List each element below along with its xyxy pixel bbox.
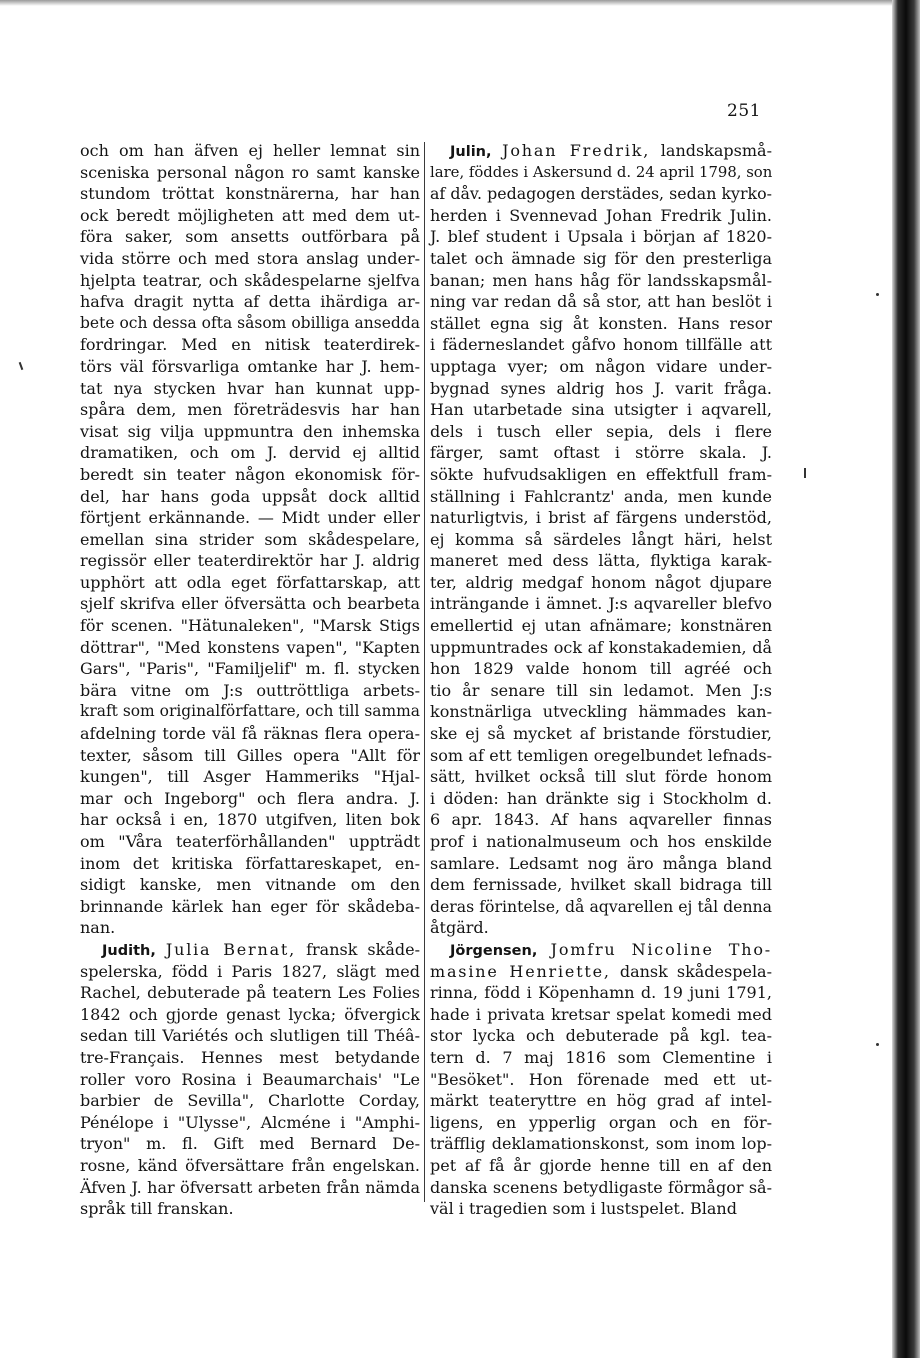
- text-line: barbier de Sevilla", Charlotte Corday,: [80, 1091, 420, 1111]
- text-line: sceniska personal någon ro samt kanske: [80, 162, 420, 182]
- entry-name-continued: masine Henriette,: [430, 961, 611, 981]
- text-line: ock beredt möjligheten att med dem ut-: [80, 205, 420, 225]
- text-line: upptaga vyer; om någon vidare under-: [430, 356, 772, 376]
- entry-julin: [430, 140, 772, 939]
- text-line: kungen", till Asger Hammeriks "Hjal-: [80, 767, 420, 787]
- text-line: roller voro Rosina i Beaumarchais' "Le: [80, 1069, 420, 1089]
- text-line: i fäderneslandet gåfvo honom tillfälle att: [430, 335, 772, 355]
- text-line: emellertid ej utan afnämare; konstnären: [430, 616, 772, 636]
- text-line: banan; men hans håg för landsskapsmål-: [430, 270, 772, 290]
- text-line: pet af få år gjorde henne till en af den: [430, 1155, 772, 1175]
- text-line: sökte hufvudsakligen en effektfull fram-: [430, 464, 772, 484]
- entry-first-line: [430, 140, 772, 162]
- text-line: Gars", "Paris", "Familjelif" m. fl. stycken: [80, 659, 420, 679]
- text-line: visat sig vilja uppmuntra den inhemska: [80, 421, 420, 441]
- text-line: ter, aldrig medgaf honom något djupare: [430, 572, 772, 592]
- text-line: och om han äfven ej heller lemnat sin: [80, 141, 420, 160]
- text-line: rosne, känd öfversättare från engelskan.: [80, 1155, 420, 1175]
- text-line: tre-Français. Hennes mest betydande: [80, 1047, 420, 1067]
- text-line: Pénélope i "Ulysse", Alcméne i "Amphi-: [80, 1112, 420, 1132]
- text-line: hafva dragit nytta af detta ihärdiga ar-: [80, 292, 420, 312]
- text-line: föra saker, som ansetts outförbara på: [80, 227, 420, 247]
- text-line: ställning i Fahlcrantz' anda, men kunde: [430, 486, 772, 506]
- text-line: emellan sina strider som skådespelare,: [80, 529, 420, 549]
- text-line: dem fernissade, hvilket skall bidraga till: [430, 875, 772, 895]
- text-line: ej komma så särdeles långt häri, helst: [430, 529, 772, 549]
- entry-jorgensen: [430, 939, 772, 1220]
- text-line: ske ej så mycket af bristande förstudier,: [430, 724, 772, 744]
- text-line: konstnärliga utveckling hämmades kan-: [430, 702, 772, 722]
- text-line: tat nya stycken hvar han kunnat upp-: [80, 378, 420, 398]
- entry-headword: Julin,: [450, 144, 492, 160]
- text-line: spelerska, född i Paris 1827, slägt med: [80, 961, 420, 981]
- text-line: ligens, en ypperlig organ och en för-: [430, 1112, 772, 1132]
- entry-body: [430, 162, 772, 939]
- left-column-continuation: [80, 140, 420, 939]
- entry-body: [430, 982, 772, 1220]
- text-line: träfflig deklamationskonst, som inom lop-: [430, 1134, 772, 1154]
- text-line: talet och ämnade sig för den presterliga: [430, 248, 772, 268]
- scan-binding-edge: [892, 0, 920, 1358]
- entry-judith: [80, 939, 420, 1220]
- text-line: brinnande kärlek han eger för skådeba-: [80, 896, 420, 916]
- text-line: språk till franskan.: [80, 1199, 234, 1219]
- text-line: sjelf skrifva eller öfversätta och bearbeta: [80, 594, 420, 614]
- text-line: bete och dessa ofta såsom obilliga ansedda: [80, 313, 420, 332]
- right-column: [430, 140, 772, 1220]
- text-line: döttrar", "Med konstens vapen", "Kapten: [80, 637, 420, 657]
- text-line: förtjent erkännande. — Midt under eller: [80, 508, 420, 528]
- text-line: naturligtvis, i brist af färgens understöd,: [430, 508, 772, 528]
- entry-first-line: [80, 939, 420, 961]
- text-line: maneret med dess lätta, flyktiga karak-: [430, 551, 772, 571]
- text-line: Han utarbetade sina utsigter i aqvarell,: [430, 400, 772, 420]
- text-line: Rachel, debuterade på teatern Les Folies: [80, 983, 420, 1003]
- text-line: inom det kritiska författareskapet, en-: [80, 853, 420, 873]
- text-line: J. blef student i Upsala i början af 1820-: [430, 227, 772, 247]
- text-line: sätt, hvilket också till slut förde honom: [430, 767, 772, 787]
- text-line: beredt sin teater någon ekonomisk för-: [80, 464, 420, 484]
- text-line: spåra dem, men företrädesvis har han: [80, 400, 420, 420]
- entry-headword: Judith,: [102, 942, 156, 959]
- text-line: samlare. Ledsamt nog äro många bland: [430, 853, 772, 873]
- text-line: herden i Svennevad Johan Fredrik Julin.: [430, 205, 772, 225]
- entry-first-line-rest: landskapsmå-: [660, 141, 772, 160]
- left-column: [80, 140, 420, 1220]
- text-line: dramatiken, och om J. dervid ej alltid: [80, 443, 420, 463]
- text-line: af dåv. pedagogen derstädes, sedan kyrko-: [430, 184, 772, 204]
- page-number: 251: [727, 101, 761, 121]
- text-line: märkt teateryttre en hög grad af intel-: [430, 1091, 772, 1111]
- text-line: sedan till Variétés och slutligen till Théâ-: [80, 1026, 420, 1046]
- text-line: hon 1829 valde honom till agréé och: [430, 659, 772, 679]
- text-line: texter, såsom till Gilles opera "Allt för: [80, 745, 420, 765]
- text-line: har också i en, 1870 utgifven, liten bok: [80, 810, 420, 830]
- text-line: väl i tragedien som i lustspelet. Bland: [430, 1199, 737, 1219]
- entry-name: Johan Fredrik,: [502, 141, 651, 160]
- column-divider: [424, 142, 425, 1202]
- text-line: del, har hans goda uppsåt dock alltid: [80, 486, 420, 506]
- text-line: tern d. 7 maj 1816 som Clementine i: [430, 1047, 772, 1067]
- scan-speck: [804, 468, 806, 478]
- entry-second-line: [430, 961, 772, 983]
- text-line: nan.: [80, 918, 116, 938]
- entry-second-line-rest: dansk skådespela-: [619, 961, 772, 981]
- text-line: regissör eller teaterdirektör har J. aldrig: [80, 551, 420, 571]
- text-line: bära vitne om J:s outtröttliga arbets-: [80, 680, 420, 700]
- text-line: bygnad synes aldrig hos J. varit fråga.: [430, 378, 772, 398]
- text-line: danska scenens betydligaste förmågor så-: [430, 1177, 772, 1197]
- scan-top-edge: [0, 0, 892, 6]
- text-line: för scenen. "Hätunaleken", "Marsk Stigs: [80, 616, 420, 636]
- text-line: stället egna sig åt konsten. Hans resor: [430, 313, 772, 333]
- text-line: hade i privata kretsar spelat komedi med: [430, 1004, 772, 1024]
- text-line: rinna, född i Köpenhamn d. 19 juni 1791,: [430, 983, 772, 1003]
- text-line: Äfven J. har öfversatt arbeten från nämda: [80, 1177, 420, 1197]
- entry-name: Jomfru Nicoline Tho-: [550, 939, 772, 959]
- text-line: fordringar. Med en nitisk teaterdirek-: [80, 335, 420, 355]
- text-line: upphört att odla eget författarskap, att: [80, 572, 420, 592]
- entry-first-line: [430, 939, 772, 961]
- text-line: deras förintelse, då aqvarellen ej tål denna: [430, 896, 772, 916]
- text-line: törs väl försvarliga omtanke har J. hem-: [80, 356, 420, 376]
- text-line: om "Våra teaterförhållanden" uppträdt: [80, 832, 420, 851]
- text-line: kraft som originalförfattare, och till samma: [80, 702, 420, 721]
- text-line: 6 apr. 1843. Af hans aqvareller finnas: [430, 810, 772, 830]
- text-line: åtgärd.: [430, 918, 489, 938]
- text-line: "Besöket". Hon förenade med ett ut-: [430, 1069, 772, 1089]
- scan-speck: [19, 362, 24, 370]
- text-line: sidigt kanske, men vitnande om den: [80, 875, 420, 895]
- text-line: tryon" m. fl. Gift med Bernard De-: [80, 1134, 420, 1154]
- scan-speck: [876, 293, 879, 296]
- text-line: lare, föddes i Askersund d. 24 april 1798, son: [430, 163, 773, 181]
- text-line: tio år senare till sin ledamot. Men J:s: [430, 680, 772, 700]
- text-line: mar och Ingeborg" och flera andra. J.: [80, 788, 420, 808]
- scan-speck: [876, 1043, 879, 1046]
- text-line: uppmuntrades ock af konstakademien, då: [430, 637, 772, 657]
- text-line: hjelpta teatrar, och skådespelarne sjelfva: [80, 270, 420, 290]
- text-line: inträngande i ämnet. J:s aqvareller blefvo: [430, 594, 772, 614]
- text-line: stor lycka och debuterade på kgl. tea-: [430, 1026, 772, 1046]
- entry-body: [80, 961, 420, 1220]
- entry-first-line-rest: fransk skåde-: [306, 939, 420, 959]
- text-line: vida större och med stora anslag under-: [80, 248, 420, 268]
- entry-name: Julia Bernat,: [165, 939, 297, 959]
- text-line: ning var redan då så stor, att han beslöt i: [430, 292, 772, 312]
- entry-headword: Jörgensen,: [450, 942, 538, 959]
- text-line: färger, samt oftast i större skala. J.: [430, 443, 772, 463]
- text-line: prof i nationalmuseum och hos enskilde: [430, 832, 772, 851]
- text-line: stundom tröttat konstnärerna, har han: [80, 184, 420, 204]
- text-line: i döden: han dränkte sig i Stockholm d.: [430, 788, 772, 808]
- text-line: dels i tusch eller sepia, dels i flere: [430, 421, 772, 441]
- text-line: 1842 och gjorde genast lycka; öfvergick: [80, 1004, 420, 1024]
- text-line: som af ett temligen oregelbundet lefnads-: [430, 745, 772, 765]
- text-line: afdelning torde väl få räknas flera opera-: [80, 724, 420, 744]
